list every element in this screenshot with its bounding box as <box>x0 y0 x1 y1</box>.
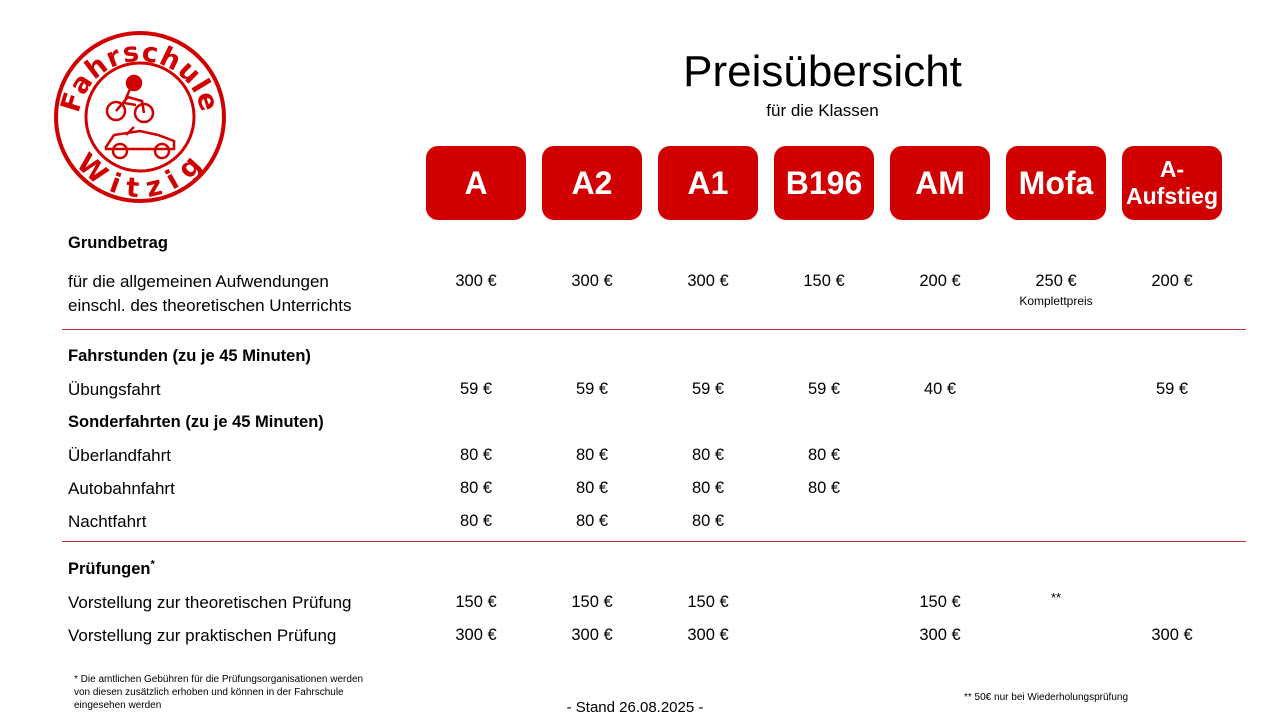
section-heading-grundbetrag: Grundbetrag <box>68 234 168 252</box>
price-cell: 80 € <box>575 512 609 530</box>
price-cell: 300 € <box>919 626 961 644</box>
price-cell: 300 € <box>455 272 497 290</box>
section-heading-fahrstunden: Fahrstunden (zu je 45 Minuten) <box>68 347 311 365</box>
price-cell: 59 € <box>459 380 493 398</box>
price-cell: 300 € <box>687 626 729 644</box>
price-cell: 150 € <box>571 593 613 611</box>
price-cell: 150 € <box>803 272 845 290</box>
pruefungen-heading-text: Prüfungen <box>68 560 151 578</box>
price-cell: 200 € <box>1151 272 1193 290</box>
pruefungen-footnote-mark: * <box>150 558 155 571</box>
price-cell: 80 € <box>807 479 841 497</box>
row-label-nachtfahrt: Nachtfahrt <box>68 512 147 531</box>
section-heading-pruefungen <box>68 560 155 579</box>
divider <box>62 541 1246 542</box>
price-cell: 300 € <box>455 626 497 644</box>
row-label-theoretische-pruefung: Vorstellung zur theoretischen Prüfung <box>68 593 352 612</box>
class-badge-a2: A2 <box>542 146 642 220</box>
footnote-left-line: eingesehen werden <box>74 700 162 711</box>
class-badge-a1: A1 <box>658 146 758 220</box>
price-cell: 80 € <box>459 512 493 530</box>
price-cell: 250 € <box>1035 272 1077 290</box>
row-label-uebungsfahrt: Übungsfahrt <box>68 380 161 399</box>
price-cell: 150 € <box>687 593 729 611</box>
row-label-grundbetrag-2: einschl. des theoretischen Unterrichts <box>68 296 352 315</box>
class-badge-a: A <box>426 146 526 220</box>
price-cell: 300 € <box>1151 626 1193 644</box>
price-cell: 80 € <box>807 446 841 464</box>
logo-text-bottom: Witzig <box>70 146 211 203</box>
fahrschule-logo <box>54 31 226 203</box>
class-badge-b196: B196 <box>774 146 874 220</box>
price-cell: 200 € <box>919 272 961 290</box>
stand-date: - Stand 26.08.2025 - <box>566 699 704 716</box>
price-cell: 80 € <box>459 479 493 497</box>
price-cell: 59 € <box>575 380 609 398</box>
mofa-komplettpreis-note: Komplettpreis <box>1019 294 1093 308</box>
price-cell: 80 € <box>575 446 609 464</box>
footnote-left-line: von diesen zusätzlich erhoben und können in der Fahrschule <box>74 687 344 698</box>
price-cell: 150 € <box>455 593 497 611</box>
svg-text:Witzig <box>70 147 210 203</box>
motorbike-icon <box>107 76 153 122</box>
footnote-right: ** 50€ nur bei Wiederholungsprüfung <box>964 692 1128 703</box>
price-cell: 59 € <box>1155 380 1189 398</box>
page-title: Preisübersicht <box>683 47 962 96</box>
price-cell: 59 € <box>691 380 725 398</box>
logo-text-top: Fahrschule <box>55 36 225 116</box>
section-heading-sonderfahrten: Sonderfahrten (zu je 45 Minuten) <box>68 413 324 431</box>
price-cell: 80 € <box>691 512 725 530</box>
footnote-left <box>74 673 414 712</box>
car-icon <box>106 127 174 158</box>
row-label-ueberlandfahrt: Überlandfahrt <box>68 446 172 465</box>
price-cell: 300 € <box>571 626 613 644</box>
price-cell: 80 € <box>575 479 609 497</box>
price-cell: 80 € <box>691 446 725 464</box>
footnote-left-line: * Die amtlichen Gebühren für die Prüfungsorganisationen werden <box>74 674 364 685</box>
class-badge-am: AM <box>890 146 990 220</box>
mofa-theorie-footnote-mark: ** <box>1050 590 1062 605</box>
row-label-praktische-pruefung: Vorstellung zur praktischen Prüfung <box>68 626 337 645</box>
price-cell: 300 € <box>687 272 729 290</box>
page-subtitle: für die Klassen <box>766 101 879 120</box>
row-label-grundbetrag-1: für die allgemeinen Aufwendungen <box>68 272 329 291</box>
divider <box>62 329 1246 330</box>
class-badge-mofa: Mofa <box>1006 146 1106 220</box>
price-cell: 59 € <box>807 380 841 398</box>
logo-seal-icon <box>54 31 226 203</box>
row-label-autobahnfahrt: Autobahnfahrt <box>68 479 175 498</box>
price-cell: 300 € <box>571 272 613 290</box>
price-cell: 40 € <box>923 380 957 398</box>
price-cell: 80 € <box>459 446 493 464</box>
price-cell: 150 € <box>919 593 961 611</box>
class-badge-a-aufstieg: A-Aufstieg <box>1122 146 1222 220</box>
price-cell: 80 € <box>691 479 725 497</box>
